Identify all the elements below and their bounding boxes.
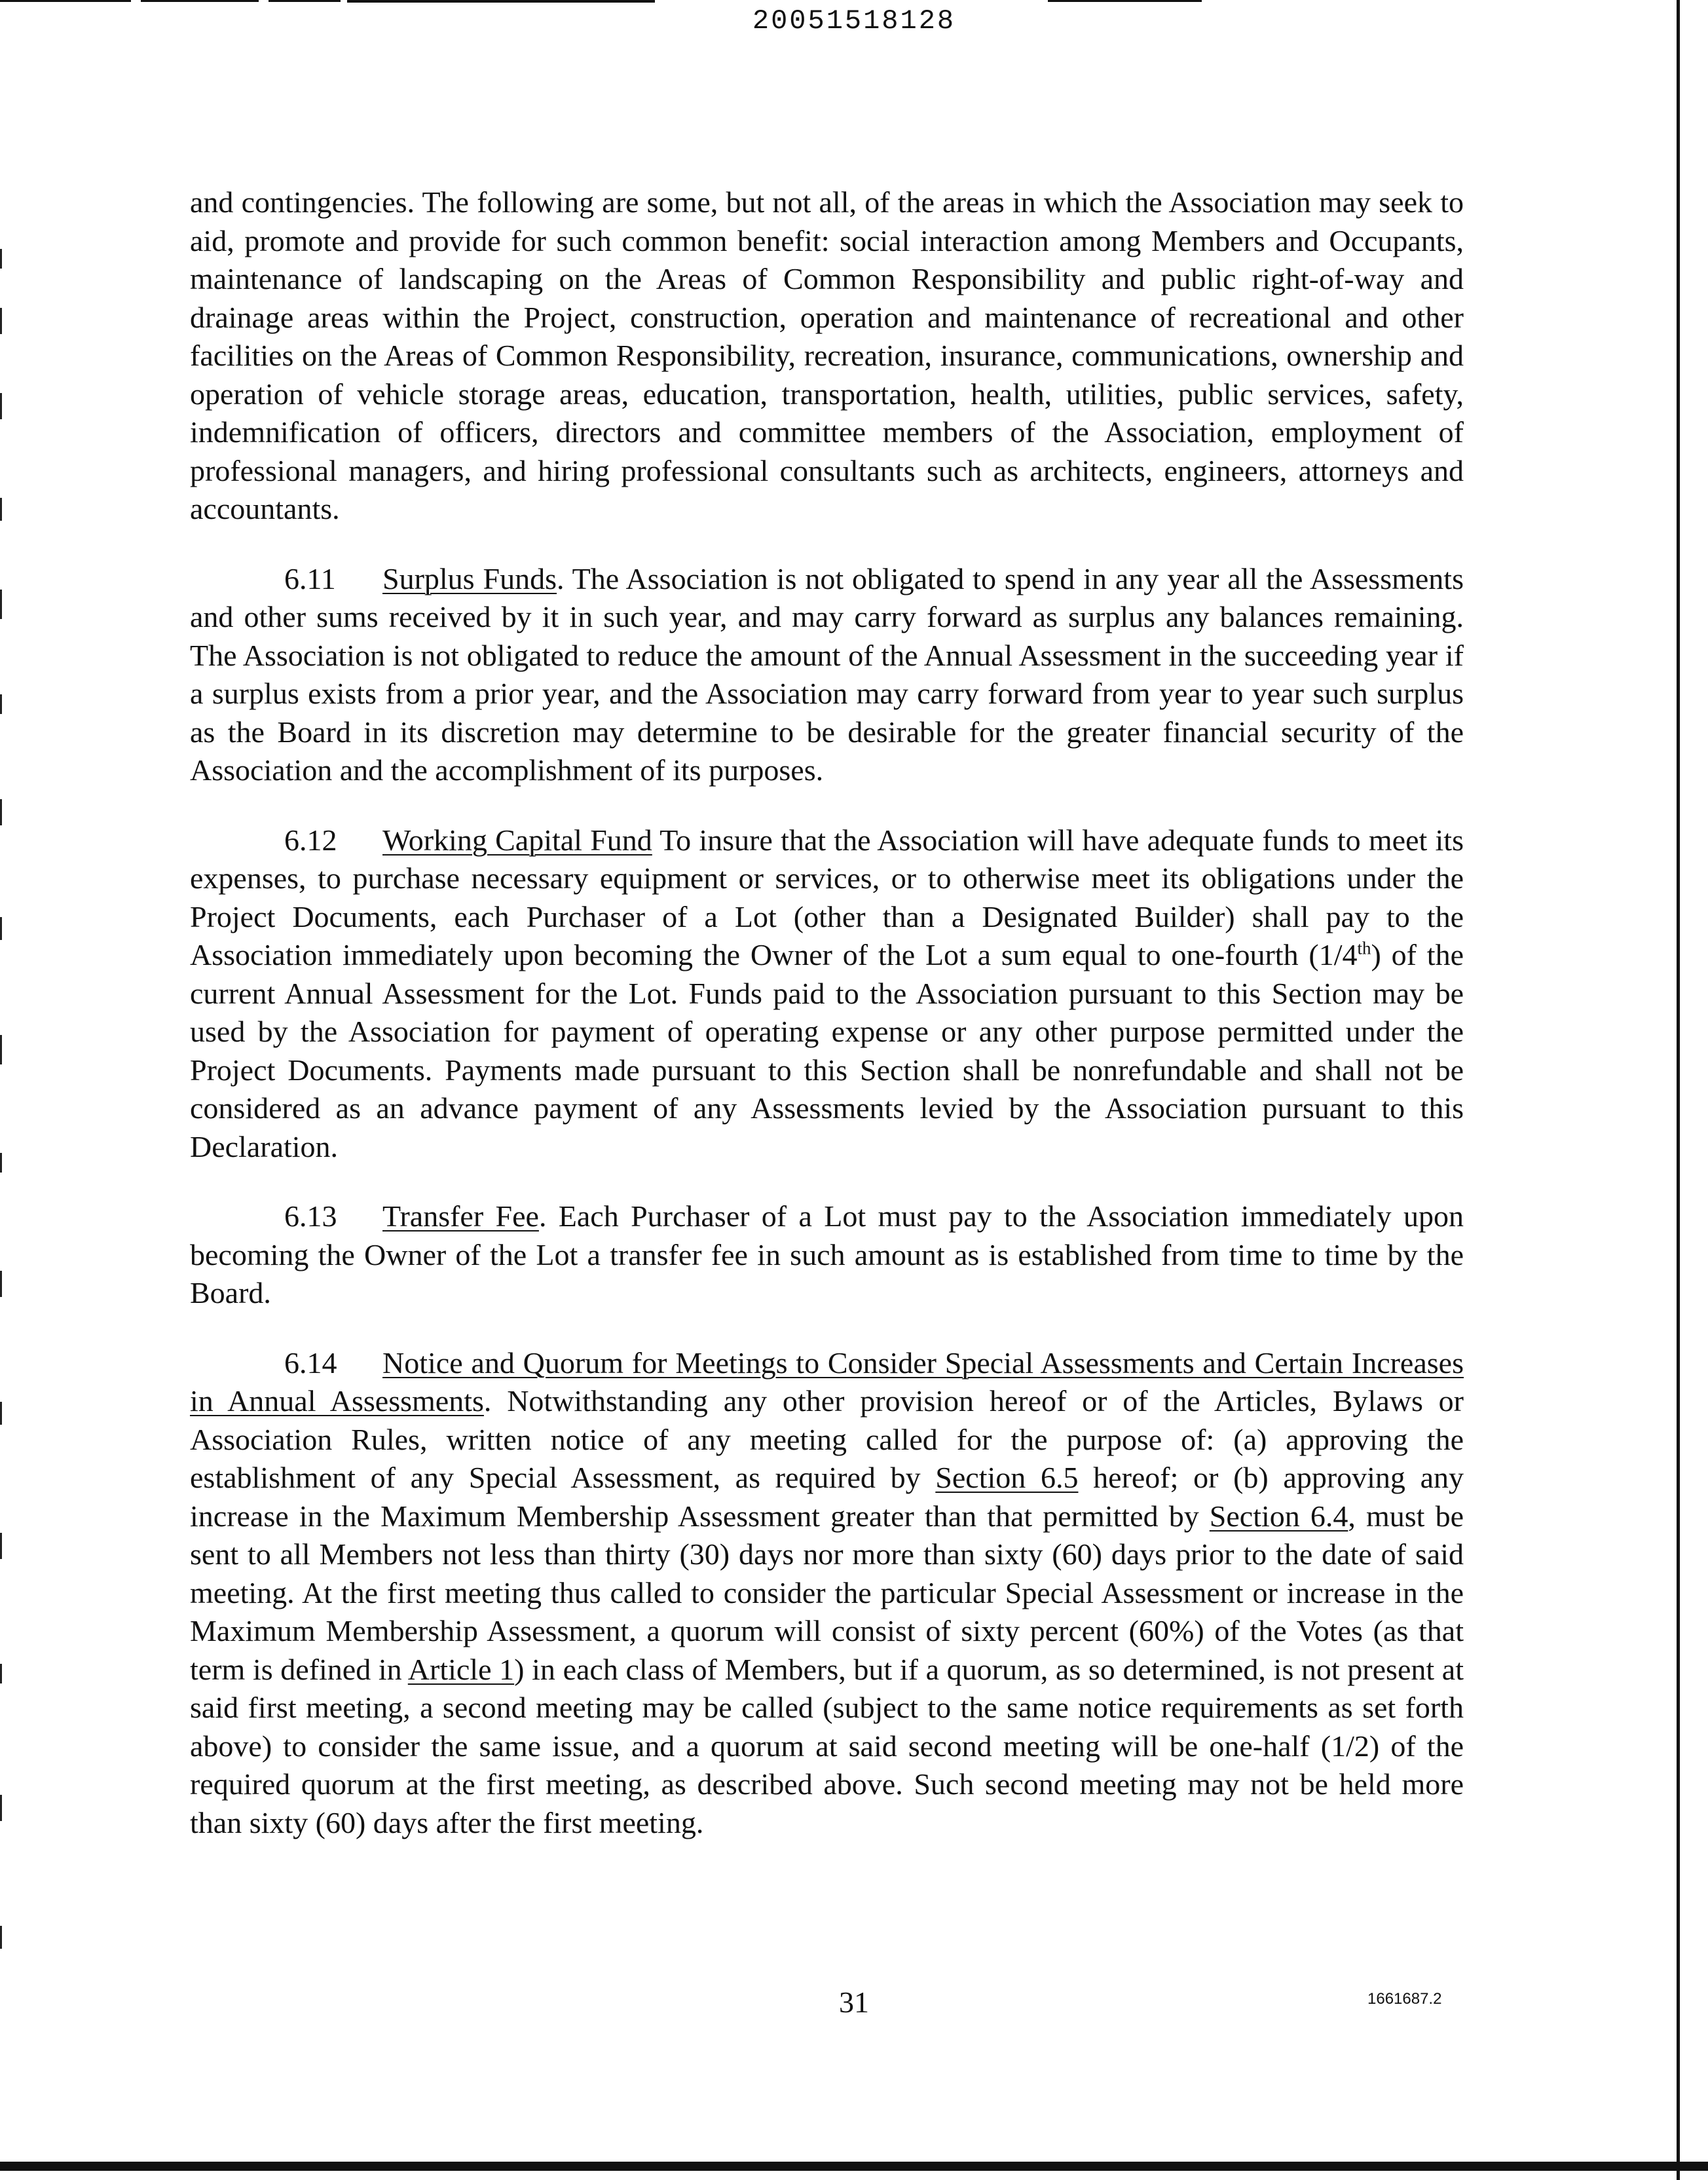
scan-right-edge	[1677, 0, 1680, 2180]
page-body	[190, 183, 1464, 1842]
section-text: ) in each class of Members, but if a quorum, as so determined, is not present at said first meeting, a second meeting may be called (subject to the same notice requirements as set forth above) to consider the same issue, and a quorum at said second meeting will be one-half (1/2) of the required quorum at the first meeting, as described above. Such second meeting may not be held more than sixty (60) days after the first meeting.	[190, 1652, 1464, 1839]
section-number: 6.11	[284, 561, 336, 595]
intro-paragraph: and contingencies. The following are some, but not all, of the areas in which the Association may seek to aid, promote and provide for such common benefit: social interaction among Members and Occupants, maintenance of landscaping on the Areas of Common Responsibility and public right-of-way and drainage areas within the Project, construction, operation and maintenance of recreational and other facilities on the Areas of Common Responsibility, recreation, insurance, communications, ownership and operation of vehicle storage areas, education, transportation, health, utilities, public services, safety, indemnification of officers, directors and committee members of the Association, employment of professional managers, and hiring professional consultants such as architects, engineers, attorneys and accountants.	[190, 185, 1464, 525]
section-6-13	[190, 1197, 1464, 1313]
section-6-11	[190, 560, 1464, 790]
section-title: Transfer Fee	[382, 1199, 539, 1233]
section-title: Working Capital Fund	[382, 823, 652, 857]
section-text: . The Association is not obligated to spend in any year all the Assessments and other sums received by it in such year, and may carry forward as surplus any balances remaining. The Association is not obligated to reduce the amount of the Annual Assessment in the succeeding year if a surplus exists from a prior year, and the Association may carry forward from year to year such surplus as the Board in its discretion may determine to be desirable for the greater financial security of the Association and the accomplishment of its purposes.	[190, 561, 1464, 787]
article-reference-1: Article 1	[407, 1652, 515, 1686]
scan-top-lines	[0, 0, 1708, 4]
section-text: . Each Purchaser of a Lot must pay to the Association immediately upon becoming the Owner of the Lot a transfer fee in such amount as is established from time to time by the Board.	[190, 1199, 1464, 1309]
section-reference-6-5: Section 6.5	[935, 1461, 1079, 1494]
section-number: 6.13	[284, 1199, 337, 1233]
document-id: 1661687.2	[1367, 1990, 1442, 2008]
section-number: 6.14	[284, 1345, 337, 1380]
document-stamp-number: 20051518128	[752, 5, 956, 37]
superscript: th	[1357, 938, 1371, 958]
section-6-14	[190, 1344, 1464, 1843]
section-reference-6-4: Section 6.4	[1209, 1499, 1348, 1533]
section-text: , must be sent to all Members not less than thirty (30) days nor more than sixty (60) days prior to the date of said meeting. At the first meeting thus called to consider the particular Special Assessment or increase in the Maximum Membership Assessment, a quorum will consist of sixty percent (60%) of the Votes (as that term is defined in	[190, 1499, 1464, 1686]
scan-bottom-edge	[0, 2162, 1708, 2171]
section-text: hereof; or (b) approving any increase in the Maximum Membership Assessment greater than that permitted by	[190, 1461, 1464, 1533]
section-title: Notice and Quorum for Meetings to Consider Special Assessments and Certain Increases in Annual Assessments	[190, 1345, 1464, 1418]
scan-left-edge-marks	[0, 223, 4, 2057]
section-title: Surplus Funds	[382, 561, 557, 595]
section-number: 6.12	[284, 823, 337, 857]
page-number: 31	[839, 1985, 869, 2019]
section-text: ) of the current Annual Assessment for the Lot. Funds paid to the Association pursuant to this Section may be used by the Association for payment of operating expense or any other purpose permitted under the Project Documents. Payments made pursuant to this Section shall be nonrefundable and shall not be considered as an advance payment of any Assessments levied by the Association pursuant to this Declaration.	[190, 938, 1464, 1163]
section-6-12	[190, 821, 1464, 1167]
section-text: . Notwithstanding any other provision hereof or of the Articles, Bylaws or Association Rules, written notice of any meeting called for the purpose of: (a) approving the establishment of any Special Assessment, as required by	[190, 1384, 1464, 1494]
section-text: To insure that the Association will have adequate funds to meet its expenses, to purchase necessary equipment or services, or to otherwise meet its obligations under the Project Documents, each Purchaser of a Lot (other than a Designated Builder) shall pay to the Association immediately upon becoming the Owner of the Lot a sum equal to one-fourth (1/4	[190, 823, 1464, 971]
